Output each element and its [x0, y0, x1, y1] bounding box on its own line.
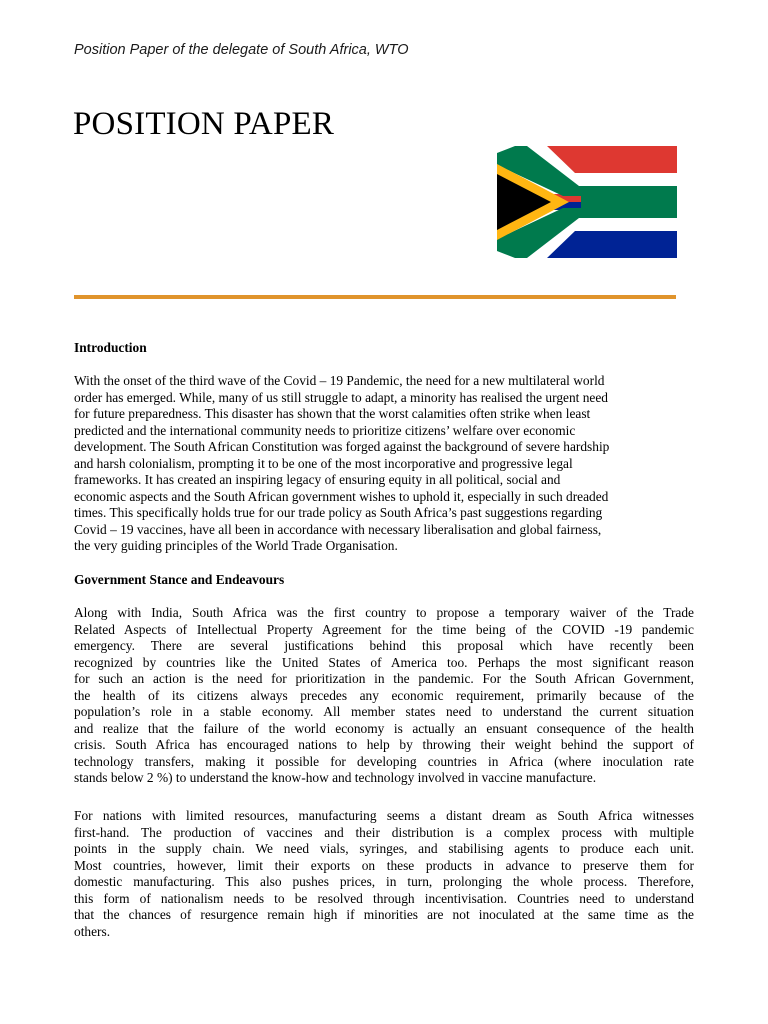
government-paragraph-2	[74, 808, 694, 940]
paragraph-line: and realize that the failure of the world economy is actually an ensuant consequence of the health	[74, 720, 694, 736]
paragraph-line: population’s role in a stable economy. All member states need to understand the current situation	[74, 704, 694, 719]
paragraph-line: Along with India, South Africa was the first country to propose a temporary waiver of the Trade	[74, 605, 694, 620]
paragraph-line: first-hand. The production of vaccines and their distribution is a complex process with multiple	[74, 824, 694, 840]
south-africa-flag-icon	[497, 146, 677, 258]
introduction-paragraph	[74, 373, 694, 555]
paragraph-line: others.	[74, 923, 111, 939]
paragraph-line: order has emerged. While, many of us still struggle to adapt, a minority has realised the urgent need	[74, 389, 608, 405]
paragraph-line: the very guiding principles of the World Trade Organisation.	[74, 538, 398, 553]
paragraph-line: domestic manufacturing. This also pushes prices, in turn, prolonging the whole process. Therefore,	[74, 874, 694, 889]
paragraph-line: and harsh colonialism, prompting it to be one of the most incorporative and progressive legal	[74, 455, 573, 471]
paragraph-line: crisis. South Africa has encouraged nations to help by throwing their weight behind the support of	[74, 737, 694, 752]
introduction-heading: Introduction	[74, 340, 147, 355]
document-subtitle: Position Paper of the delegate of South Africa, WTO	[74, 42, 409, 58]
paragraph-line: for such an action is the need for prioritization in the pandemic. For the South African Government,	[74, 671, 694, 686]
paragraph-line: economic aspects and the South African government wishes to uphold it, especially in such dreaded	[74, 488, 609, 504]
paragraph-line: for future preparedness. This disaster has shown that the worst calamities often strike when least	[74, 406, 591, 421]
paragraph-line: predicted and the international community needs to prioritize citizens’ welfare over economic	[74, 422, 576, 438]
paragraph-line: this form of nationalism needs to be resolved through incentivisation. Countries need to understand	[74, 890, 694, 906]
paragraph-line: With the onset of the third wave of the Covid – 19 Pandemic, the need for a new multilateral world	[74, 373, 605, 388]
paragraph-line: emergency. There are several justifications behind this proposal which have recently been	[74, 638, 694, 653]
paragraph-line: development. The South African Constitution was forged against the background of severe hardship	[74, 439, 610, 454]
paragraph-line: technology transfers, making it possible for developing countries in Africa (where inoculation rate	[74, 753, 694, 769]
paragraph-line: that the chances of resurgence remain high if minorities are not inoculated at the same time as the	[74, 907, 694, 922]
paragraph-line: Covid – 19 vaccines, have all been in accordance with necessary liberalisation and global fairness,	[74, 521, 602, 537]
government-stance-heading: Government Stance and Endeavours	[74, 572, 285, 587]
paragraph-line: recognized by countries like the United States of America too. Perhaps the most significant reason	[74, 654, 694, 670]
paragraph-line: the health of its citizens always precedes any economic requirement, primarily because of the	[74, 687, 694, 703]
paragraph-line: For nations with limited resources, manufacturing seems a distant dream as South Africa witnesses	[74, 808, 694, 823]
paragraph-line: Related Aspects of Intellectual Property Agreement for the time being of the COVID -19 pandemic	[74, 621, 694, 637]
document-title: POSITION PAPER	[73, 106, 335, 142]
paragraph-line: frameworks. It has created an inspiring legacy of ensuring equity in all political, social and	[74, 472, 561, 487]
paragraph-line: Most countries, however, limit their exports on these products in advance to preserve them for	[74, 857, 694, 873]
section-divider	[74, 295, 676, 299]
paragraph-line: stands below 2 %) to understand the know-how and technology involved in vaccine manufacture.	[74, 770, 597, 785]
paragraph-line: points in the supply chain. We need vials, syringes, and stabilising agents to produce each unit.	[74, 841, 694, 856]
government-paragraph-1	[74, 605, 694, 787]
paragraph-line: times. This specifically holds true for our trade policy as South Africa’s past suggestions regarding	[74, 505, 603, 520]
